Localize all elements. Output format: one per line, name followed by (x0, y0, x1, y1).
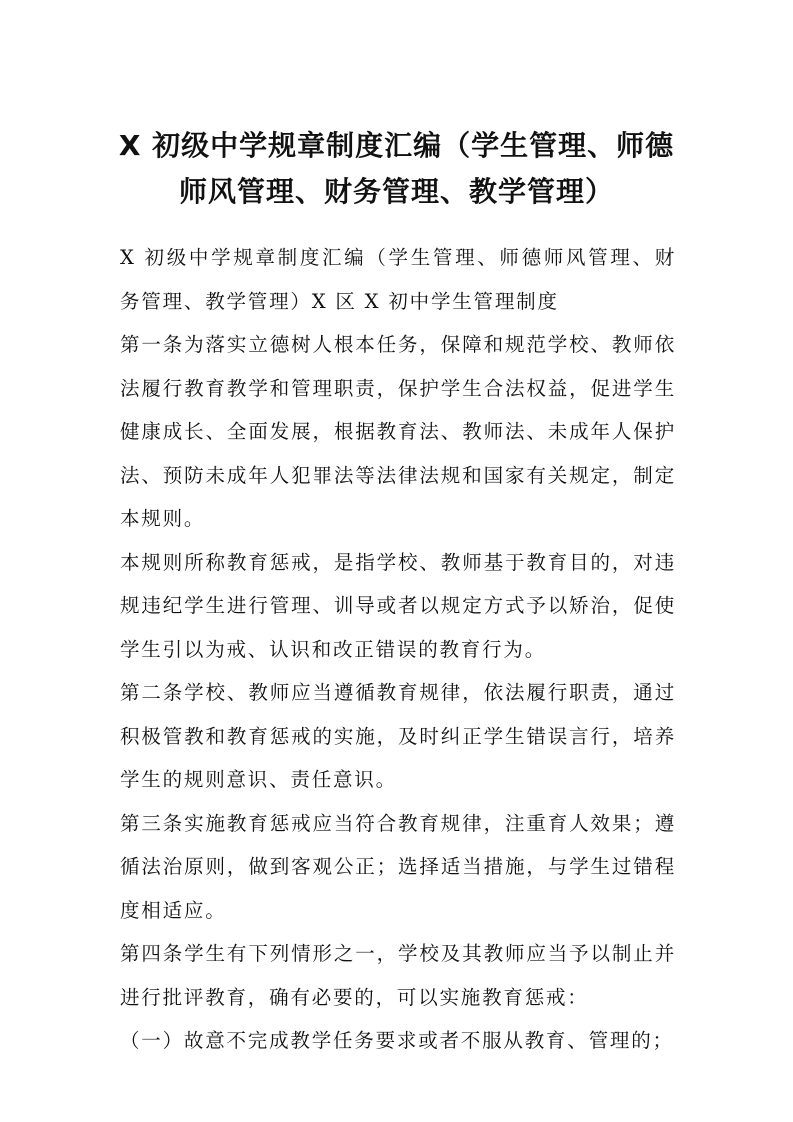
paragraph-article-4: 第四条学生有下列情形之一，学校及其教师应当予以制止并进行批评教育，确有必要的，可以实施教育惩戒： (120, 942, 676, 1009)
paragraph-definition: 本规则所称教育惩戒，是指学校、教师基于教育目的，对违规违纪学生进行管理、训导或者以规定方式予以矫治，促使学生引以为戒、认识和改正错误的教育行为。 (120, 550, 676, 661)
paragraph-article-1: 第一条为落实立德树人根本任务，保障和规范学校、教师依法履行教育教学和管理职责，保护学生合法权益，促进学生健康成长、全面发展，根据教育法、教师法、未成年人保护法、预防未成年人犯罪法等法律法规和国家有关规定，制定本规则。 (120, 333, 676, 530)
paragraph-item-1: （一）故意不完成教学任务要求或者不服从教育、管理的； (120, 1029, 674, 1052)
paragraph-article-2: 第二条学校、教师应当遵循教育规律，依法履行职责，通过积极管教和教育惩戒的实施，及时纠正学生错误言行，培养学生的规则意识、责任意识。 (120, 681, 676, 791)
paragraph-article-3: 第三条实施教育惩戒应当符合教育规律，注重育人效果；遵循法治原则，做到客观公正；选择适当措施，与学生过错程度相适应。 (120, 811, 676, 922)
document-title-line-1: X 初级中学规章制度汇编（学生管理、师德 (118, 129, 675, 162)
paragraph-intro: X 初级中学规章制度汇编（学生管理、师德师风管理、财务管理、教学管理）X 区 X 初中学生管理制度 (120, 246, 676, 313)
document-title-line-2: 师风管理、财务管理、教学管理） (178, 175, 614, 208)
document-body (120, 236, 676, 1063)
